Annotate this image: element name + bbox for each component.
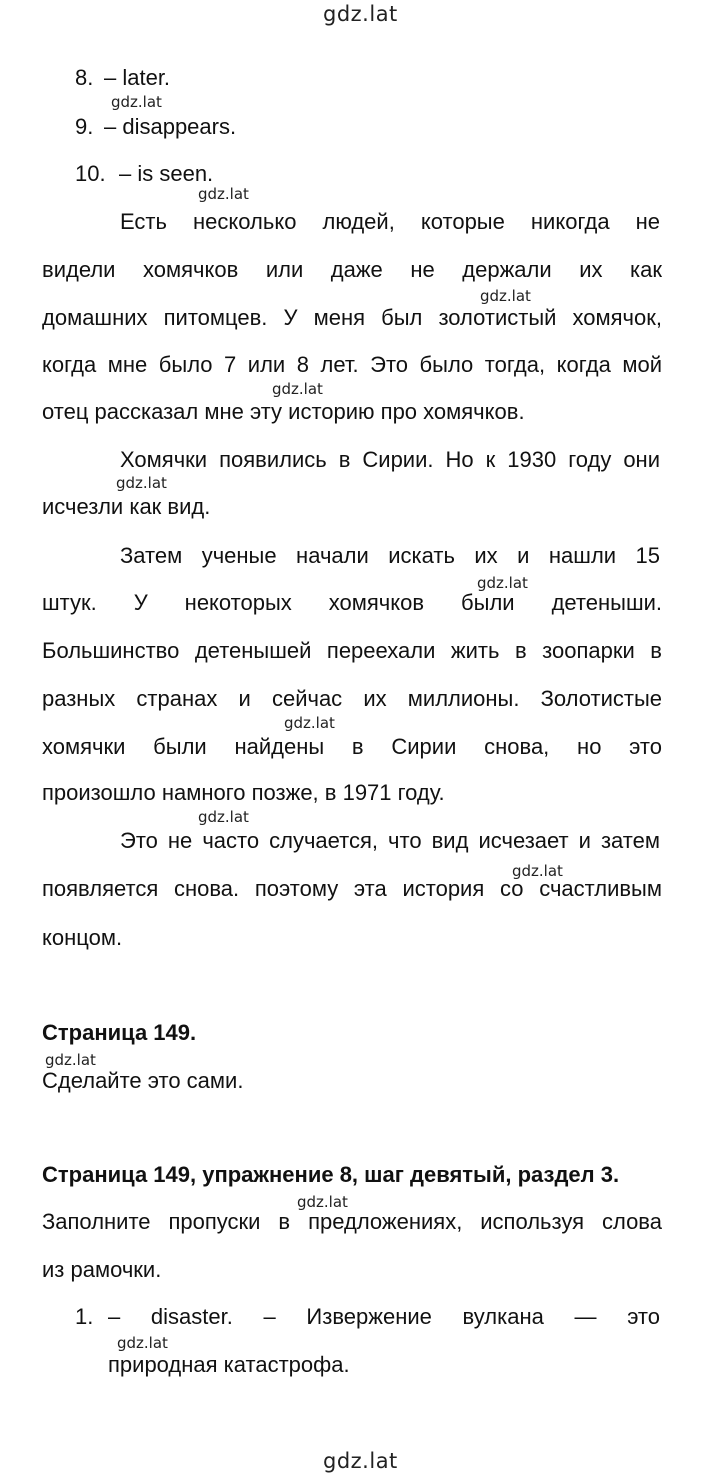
list-item-number: 8.: [75, 65, 94, 90]
watermark-top: gdz.lat: [323, 2, 398, 26]
paragraph-line: Большинство детенышей переехали жить в зоопарки в: [42, 638, 662, 663]
paragraph-line: произошло намного позже, в 1971 году.: [42, 780, 445, 805]
section-text: Сделайте это сами.: [42, 1068, 244, 1093]
paragraph-line: хомячки были найдены в Сирии снова, но это: [42, 734, 662, 759]
watermark: gdz.lat: [111, 93, 162, 111]
watermark: gdz.lat: [116, 474, 167, 492]
list-item-text: – disaster. – Извержение вулкана — это: [108, 1304, 660, 1329]
instruction-line: из рамочки.: [42, 1257, 162, 1282]
paragraph-line: исчезли как вид.: [42, 494, 211, 519]
watermark-bottom: gdz.lat: [323, 1449, 398, 1473]
watermark: gdz.lat: [45, 1051, 96, 1069]
list-item-text: – disappears.: [104, 114, 237, 139]
paragraph-line: разных странах и сейчас их миллионы. Золотистые: [42, 686, 662, 711]
paragraph-line: Это не часто случается, что вид исчезает и затем: [120, 828, 660, 853]
instruction-line: Заполните пропуски в предложениях, используя слова: [42, 1209, 662, 1234]
paragraph-line: штук. У некоторых хомячков были детеныши.: [42, 590, 662, 615]
watermark: gdz.lat: [272, 380, 323, 398]
list-item-text: – is seen.: [119, 161, 214, 186]
watermark: gdz.lat: [198, 808, 249, 826]
paragraph-line: Есть несколько людей, которые никогда не: [120, 209, 660, 234]
watermark: gdz.lat: [480, 287, 531, 305]
watermark: gdz.lat: [477, 574, 528, 592]
list-item-number: 9.: [75, 114, 94, 139]
list-item-text: – later.: [104, 65, 171, 90]
list-item-number: 10.: [75, 161, 106, 186]
paragraph-line: видели хомячков или даже не держали их как: [42, 257, 662, 282]
paragraph-line: концом.: [42, 925, 123, 950]
watermark: gdz.lat: [198, 185, 249, 203]
watermark: gdz.lat: [512, 862, 563, 880]
paragraph-line: появляется снова. поэтому эта история со счастливым: [42, 876, 662, 901]
paragraph-line: Хомячки появились в Сирии. Но к 1930 году они: [120, 447, 660, 472]
paragraph-line: Затем ученые начали искать их и нашли 15: [120, 543, 660, 568]
section-heading: Страница 149, упражнение 8, шаг девятый, раздел 3.: [42, 1162, 620, 1187]
paragraph-line: домашних питомцев. У меня был золотистый хомячок,: [42, 305, 662, 330]
list-item-number: 1.: [75, 1304, 94, 1329]
paragraph-line: отец рассказал мне эту историю про хомячков.: [42, 399, 525, 424]
watermark: gdz.lat: [284, 714, 335, 732]
paragraph-line: когда мне было 7 или 8 лет. Это было тогда, когда мой: [42, 352, 662, 377]
section-heading: Страница 149.: [42, 1020, 197, 1045]
watermark: gdz.lat: [117, 1334, 168, 1352]
watermark: gdz.lat: [297, 1193, 348, 1211]
list-item-text: природная катастрофа.: [108, 1352, 350, 1377]
